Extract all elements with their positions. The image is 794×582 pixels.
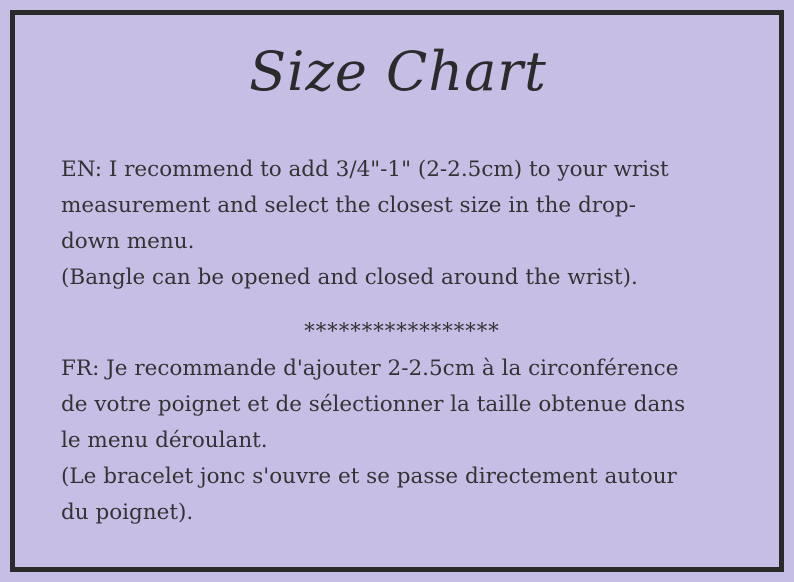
- french-line: FR: Je recommande d'ajouter 2-2.5cm à la circonférence: [61, 356, 679, 381]
- english-line: EN: I recommend to add 3/4"-1" (2-2.5cm) to your wrist: [61, 157, 669, 182]
- separator-asterisks: *****************: [304, 319, 500, 343]
- french-line: le menu déroulant.: [61, 428, 268, 453]
- english-line: (Bangle can be opened and closed around the wrist).: [61, 265, 638, 290]
- french-line: du poignet).: [61, 500, 194, 525]
- french-instructions: [61, 351, 766, 531]
- english-line: measurement and select the closest size in the drop-: [61, 193, 636, 218]
- english-instructions: [61, 152, 766, 296]
- size-chart-card: [10, 10, 784, 572]
- french-line: (Le bracelet jonc s'ouvre et se passe directement autour: [61, 464, 677, 489]
- french-line: de votre poignet et de sélectionner la taille obtenue dans: [61, 392, 686, 417]
- size-chart-title: Size Chart: [249, 40, 547, 103]
- english-line: down menu.: [61, 229, 195, 254]
